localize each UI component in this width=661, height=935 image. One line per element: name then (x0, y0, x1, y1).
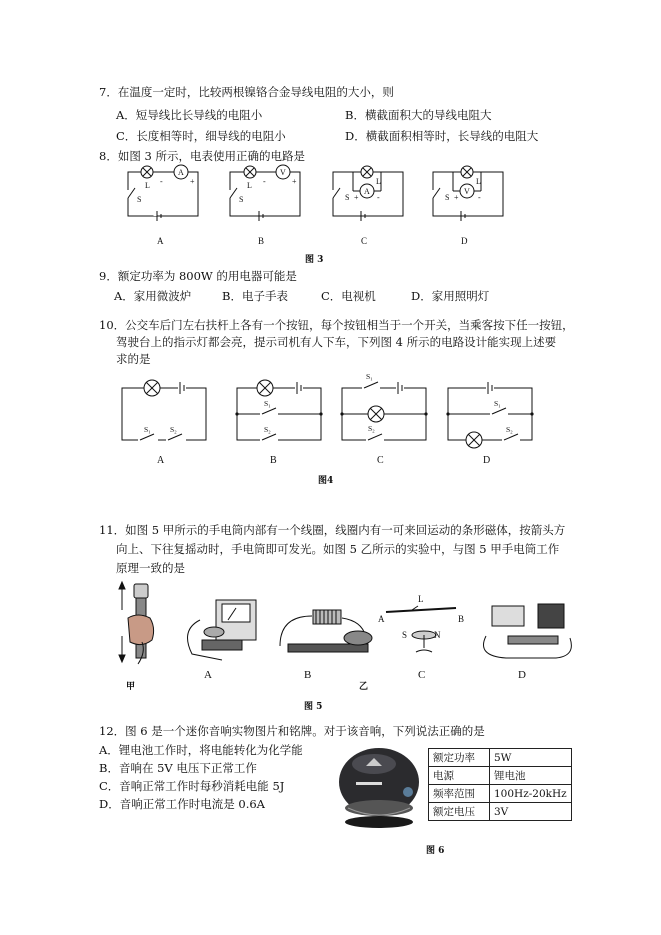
spec-value: 3V (490, 803, 572, 821)
q7-option-c: C．长度相等时，细导线的电阻小 (116, 129, 286, 143)
svg-text:-: - (263, 177, 266, 186)
svg-text:A: A (378, 614, 385, 624)
circuit-a (128, 165, 198, 221)
svg-text:S₂: S₂ (506, 425, 513, 434)
q9-option-a: A．家用微波炉 (114, 289, 192, 303)
q11-line1: 11．如图 5 甲所示的手电筒内部有一个线圈，线圈内有一可来回运动的条形磁体，按箭头方 (99, 523, 566, 537)
svg-text:S₁: S₁ (494, 399, 501, 408)
q12-option-a: A．锂电池工作时，将电能转化为化学能 (99, 743, 303, 757)
svg-text:+: + (190, 177, 195, 186)
svg-text:A: A (364, 187, 370, 196)
q10-line2: 驾驶台上的指示灯都会亮，提示司机有人下车，下列图 4 所示的电路设计能实现上述要 (116, 335, 557, 349)
svg-text:S: S (137, 195, 142, 204)
svg-text:A: A (178, 168, 184, 177)
q8-stem: 8．如图 3 所示，电表使用正确的电路是 (99, 149, 305, 163)
q10-circuit-d (448, 382, 532, 448)
spec-value: 100Hz-20kHz (490, 785, 572, 803)
svg-text:+: + (292, 177, 297, 186)
svg-text:L: L (247, 181, 252, 190)
q10-circuit-a (122, 380, 206, 440)
experiment-a (188, 600, 257, 660)
svg-text:S₂: S₂ (264, 425, 271, 434)
q8-figure (95, 160, 565, 265)
q11-label-d: D (518, 669, 526, 681)
svg-text:S: S (345, 193, 350, 202)
q11-jia-label: 甲 (126, 682, 136, 692)
q11-line3: 原理一致的是 (116, 561, 185, 575)
svg-text:B: B (458, 614, 465, 624)
svg-text:L: L (376, 177, 381, 186)
q8-label-a: A (157, 236, 164, 246)
q10-circuit-c (342, 382, 426, 440)
table-row (429, 785, 572, 803)
experiment-b (280, 610, 372, 652)
experiment-d (484, 604, 572, 658)
svg-text:S: S (402, 630, 408, 640)
q12-option-b: B．音响在 5V 电压下正常工作 (99, 761, 257, 775)
svg-text:L: L (476, 177, 481, 186)
q11-label-c: C (418, 669, 426, 681)
q10-line3: 求的是 (116, 352, 151, 366)
q10-circuit-b (237, 380, 321, 440)
q8-caption: 图 3 (305, 255, 324, 265)
svg-text:L: L (418, 594, 424, 604)
q12-option-d: D．音响正常工作时电流是 0.6A (99, 797, 265, 811)
svg-text:N: N (434, 630, 441, 640)
svg-text:S₁: S₁ (264, 399, 271, 408)
q10-label-a: A (157, 455, 165, 466)
svg-text:V: V (464, 187, 470, 196)
spec-key: 频率范围 (429, 785, 490, 803)
svg-text:S: S (239, 195, 244, 204)
q7-option-a: A．短导线比长导线的电阻小 (116, 108, 263, 122)
svg-text:+: + (354, 193, 359, 202)
svg-text:L: L (145, 181, 150, 190)
spec-key: 电源 (429, 767, 490, 785)
q9-option-b: B．电子手表 (222, 289, 288, 303)
svg-text:S₁: S₁ (144, 425, 151, 434)
q8-label-b: B (258, 236, 265, 246)
table-row (429, 749, 572, 767)
spec-key: 额定功率 (429, 749, 490, 767)
q11-line2: 向上、下往复摇动时，手电筒即可发光。如图 5 乙所示的实验中，与图 5 甲手电筒工作 (116, 542, 560, 556)
q8-label-c: C (361, 236, 368, 246)
spec-value: 5W (490, 749, 572, 767)
q9-option-d: D．家用照明灯 (411, 289, 490, 303)
q7-option-d: D．横截面积相等时，长导线的电阻大 (345, 129, 539, 143)
svg-text:+: + (454, 193, 459, 202)
q10-figure (110, 368, 550, 468)
svg-text:-: - (160, 177, 163, 186)
speaker-image (336, 742, 426, 832)
spec-table (428, 748, 572, 821)
svg-text:-: - (478, 193, 481, 202)
circuit-b (230, 165, 300, 221)
table-row (429, 767, 572, 785)
q8-label-d: D (461, 236, 468, 246)
q12-option-c: C．音响正常工作时每秒消耗电能 5J (99, 779, 285, 793)
q12-caption: 图 6 (426, 846, 445, 856)
q10-line1: 10．公交车后门左右扶杆上各有一个按钮，每个按钮相当于一个开关，当乘客按下任一按钮， (99, 318, 574, 332)
svg-text:V: V (280, 168, 286, 177)
svg-text:S₂: S₂ (368, 424, 375, 433)
q11-label-b: B (304, 669, 312, 681)
q11-figure (108, 580, 588, 690)
spec-key: 额定电压 (429, 803, 490, 821)
q11-label-a: A (204, 669, 212, 681)
q10-label-c: C (377, 455, 384, 466)
spec-value: 锂电池 (490, 767, 572, 785)
q9-stem: 9．额定功率为 800W 的用电器可能是 (99, 269, 297, 283)
q12-stem: 12．图 6 是一个迷你音响实物图片和铭牌。对于该音响，下列说法正确的是 (99, 724, 485, 738)
svg-text:S: S (445, 193, 450, 202)
q10-label-d: D (483, 455, 491, 466)
svg-text:S₂: S₂ (170, 425, 177, 434)
q11-caption: 图 5 (304, 702, 323, 712)
table-row (429, 803, 572, 821)
q11-yi-label: 乙 (359, 682, 369, 692)
svg-text:S₁: S₁ (366, 372, 373, 381)
q10-label-b: B (270, 455, 277, 466)
q10-caption: 图4 (318, 476, 334, 486)
svg-text:-: - (377, 193, 380, 202)
q7-option-b: B．横截面积大的导线电阻大 (345, 108, 492, 122)
experiment-c (386, 606, 456, 652)
q9-option-c: C．电视机 (321, 289, 376, 303)
flashlight-image (119, 582, 154, 664)
q7-stem: 7．在温度一定时，比较两根镍铬合金导线电阻的大小，则 (99, 85, 394, 99)
